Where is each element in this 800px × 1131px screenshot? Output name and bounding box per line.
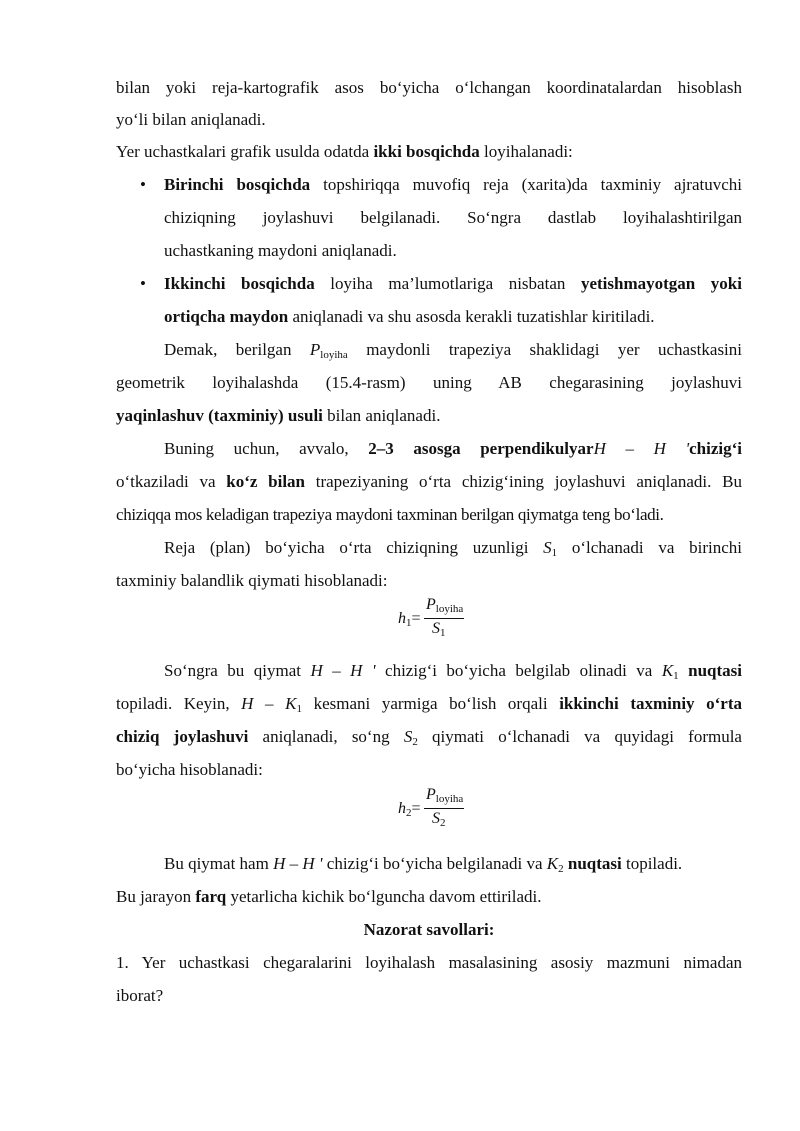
bold-text: Ikkinchi bosqichda — [164, 274, 315, 293]
text: iborat? — [116, 986, 164, 1005]
bold-text: 2–3 asosga perpendikulyar — [368, 439, 594, 458]
text: trapeziyaning o‘rta chizig‘ining joylashuvi aniqlanadi. Bu — [305, 472, 742, 491]
math-s2: S2 — [403, 727, 418, 748]
bold-text: Birinchi bosqichda — [164, 175, 311, 194]
text: aniqlanadi, so‘ng — [248, 727, 404, 746]
bold-text: chizig‘i — [689, 439, 742, 458]
formula-lhs: h1= — [398, 610, 421, 629]
math-h-k1: H – K1 — [241, 694, 302, 715]
bullet-icon: • — [140, 274, 146, 293]
bold-text: yetishmayotgan yoki — [580, 274, 742, 293]
paragraph-5-line-1 — [164, 537, 742, 564]
paragraph-3-line-2 — [116, 372, 742, 394]
math-h-h: H – H ' — [310, 661, 376, 680]
text: geometrik loyihalashda (15.4-rasm) uning AB chegarasining joylashuvi — [116, 373, 742, 392]
text: taxminiy balandlik qiymati hisoblanadi: — [116, 571, 388, 590]
formula-h2 — [398, 786, 478, 832]
paragraph-6-line-1 — [164, 660, 742, 687]
text: uchastkaning maydoni aniqlanadi. — [164, 241, 397, 260]
text: chizig‘i bo‘yicha belgilanadi va — [322, 854, 547, 873]
text: o‘tkaziladi va — [116, 472, 227, 491]
text: Bu qiymat ham — [164, 854, 274, 873]
formula-h1 — [398, 596, 478, 642]
text: yetarlicha kichik bo‘lguncha davom ettiriladi. — [226, 887, 542, 906]
text: o‘lchanadi va birinchi — [557, 538, 742, 557]
bold-text: nuqtasi — [688, 661, 743, 680]
math-h-h: H – H ' — [593, 439, 690, 458]
paragraph-6-line-3 — [116, 726, 742, 753]
text: So‘ngra bu qiymat — [164, 661, 311, 680]
paragraph-7-line-2 — [116, 886, 742, 908]
math-s1: S1 — [543, 538, 558, 559]
math-k2: K2 — [546, 854, 564, 875]
paragraph-4-line-2 — [116, 471, 742, 493]
text: yo‘li bilan aniqlanadi. — [116, 110, 266, 129]
bold-text: yaqinlashuv (taxminiy) usuli — [116, 406, 323, 425]
bold-text: nuqtasi — [567, 854, 622, 873]
paragraph-3-line-3 — [116, 405, 742, 427]
bold-text: ikki bosqichda — [373, 142, 480, 161]
math-k1: K1 — [661, 661, 679, 682]
paragraph-4-line-3 — [116, 504, 742, 526]
formula-numerator: Ployiha — [426, 786, 464, 805]
bullet-2-line-2 — [164, 306, 742, 328]
text: kesmani yarmiga bo‘lish orqali — [301, 694, 560, 713]
formula-denominator: S2 — [432, 810, 446, 829]
paragraph-1-line-1 — [116, 77, 742, 99]
text: aniqlanadi va shu asosda kerakli tuzatishlar kiritiladi. — [288, 307, 655, 326]
text: loyiha ma’lumotlariga nisbatan — [314, 274, 581, 293]
paragraph-4-line-1 — [164, 438, 742, 460]
math-h-h: H – H ' — [273, 854, 323, 873]
text: Buning uchun, avvalo, — [164, 439, 369, 458]
question-1-line-1 — [116, 952, 742, 974]
bullet-icon: • — [140, 175, 146, 194]
text: bo‘yicha hisoblanadi: — [116, 760, 263, 779]
text: topiladi. — [621, 854, 683, 873]
formula-numerator: Ployiha — [426, 596, 464, 615]
bold-text: ortiqcha maydon — [164, 307, 289, 326]
paragraph-1-line-2 — [116, 109, 742, 131]
bold-text: ikkinchi taxminiy o‘rta — [559, 694, 742, 713]
text: chiziqqa mos keladigan trapeziya maydoni taxminan berilgan qiymatga teng bo‘ladi. — [116, 505, 664, 524]
text: maydonli trapeziya shaklidagi yer uchastkasini — [347, 340, 743, 359]
heading-text: Nazorat savollari: — [363, 920, 495, 939]
bullet-1-line-2 — [164, 207, 742, 229]
text: loyihalanadi: — [479, 142, 573, 161]
text: Demak, berilgan — [164, 340, 310, 359]
fraction-bar — [424, 618, 464, 619]
paragraph-5-line-2 — [116, 570, 742, 592]
text: topshiriqqa muvofiq reja (xarita)da taxminiy ajratuvchi — [310, 175, 743, 194]
fraction-bar — [424, 808, 464, 809]
math-p-loyiha: Ployiha — [309, 340, 348, 361]
paragraph-6-line-2 — [116, 693, 742, 720]
bold-text: ko‘z bilan — [226, 472, 305, 491]
text: Reja (plan) bo‘yicha o‘rta chiziqning uzunligi — [164, 538, 544, 557]
text: Yer uchastkalari grafik usulda odatda — [116, 142, 374, 161]
text: Bu jarayon — [116, 887, 196, 906]
paragraph-6-line-4 — [116, 759, 742, 781]
paragraph-3-line-1 — [164, 339, 742, 366]
bold-text: farq — [195, 887, 227, 906]
bullet-1-line-3 — [164, 240, 742, 262]
text: chiziqning joylashuvi belgilanadi. So‘ngra dastlab loyihalashtirilgan — [164, 208, 742, 227]
text: bilan yoki reja-kartografik asos bo‘yicha o‘lchangan koordinatalardan hisoblash — [116, 78, 742, 97]
question-1-line-2 — [116, 985, 742, 1007]
formula-denominator: S1 — [432, 620, 446, 639]
text: qiymati o‘lchanadi va quyidagi formula — [417, 727, 742, 746]
text: topiladi. Keyin, — [116, 694, 242, 713]
text: bilan aniqlanadi. — [322, 406, 441, 425]
text: 1. Yer uchastkasi chegaralarini loyihalash masalasining asosiy mazmuni nimadan — [116, 953, 742, 972]
bold-text: chiziq joylashuvi — [116, 727, 249, 746]
paragraph-7-line-1 — [164, 853, 742, 880]
section-heading — [116, 919, 742, 941]
paragraph-2 — [116, 141, 742, 163]
bullet-1-line-1 — [164, 174, 742, 196]
text: chizig‘i bo‘yicha belgilab olinadi va — [375, 661, 662, 680]
formula-lhs: h2= — [398, 800, 421, 819]
bullet-2-line-1 — [164, 273, 742, 295]
